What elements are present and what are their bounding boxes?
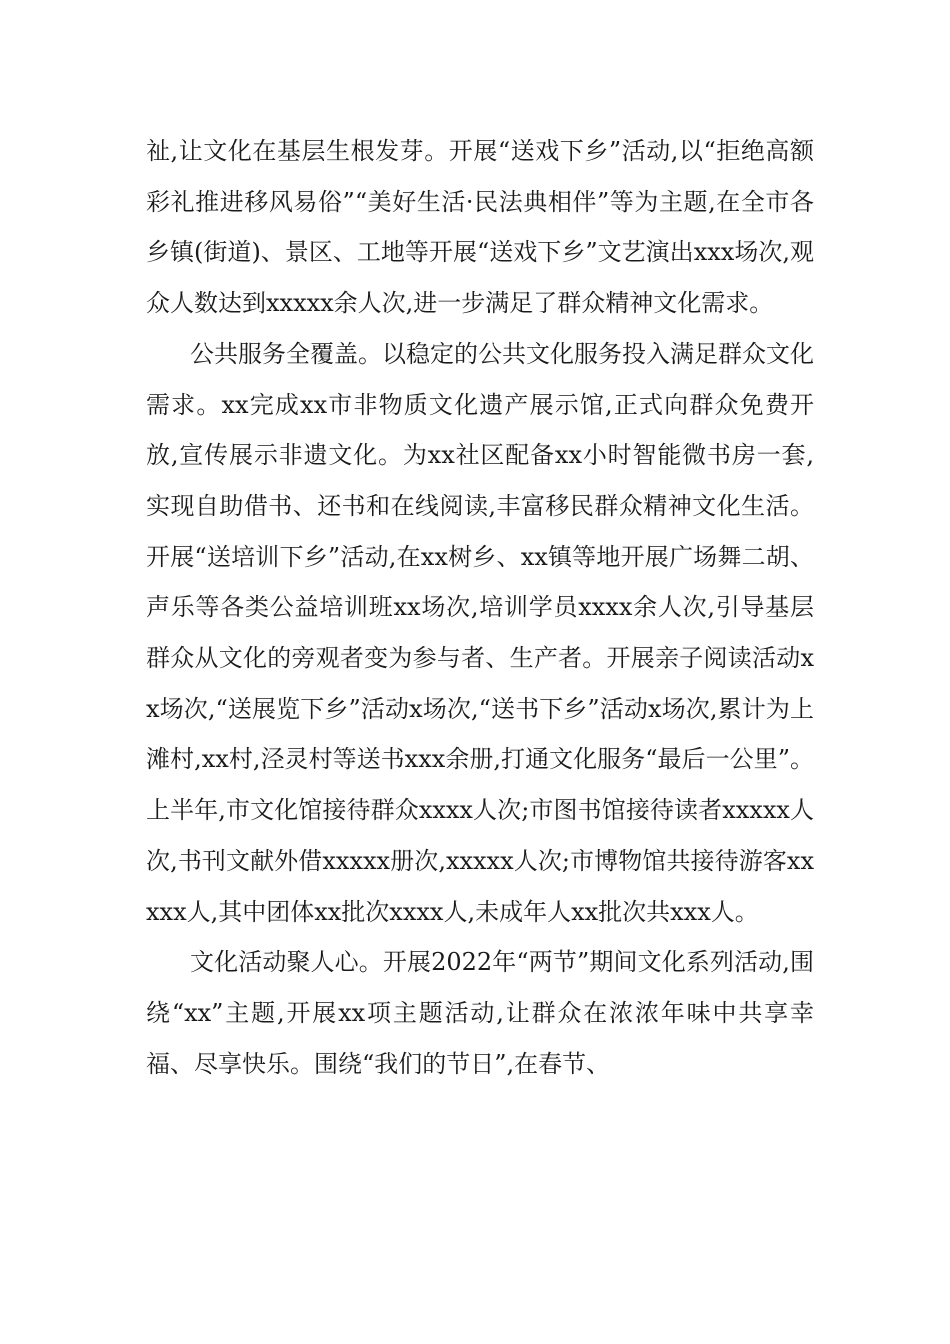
paragraph-continuation: 祉,让文化在基层生根发芽。开展“送戏下乡”活动,以“拒绝高额彩礼推进移风易俗”“美好生活·民法典相伴”等为主题,在全市各乡镇(街道)、景区、工地等开展“送戏下乡”文艺演出xxx场次,观众人数达到xxxxx余人次,进一步满足了群众精神文化需求。 xyxy=(146,137,814,318)
paragraph-public-service: 公共服务全覆盖。以稳定的公共文化服务投入满足群众文化需求。xx完成xx市非物质文化遗产展示馆,正式向群众免费开放,宣传展示非遗文化。为xx社区配备xx小时智能微书房一套,实现自助借书、还书和在线阅读,丰富移民群众精神文化生活。开展“送培训下乡”活动,在xx树乡、xx镇等地开展广场舞二胡、声乐等各类公益培训班xx场次,培训学员xxxx余人次,引导基层群众从文化的旁观者变为参与者、生产者。开展亲子阅读活动xx场次,“送展览下乡”活动x场次,“送书下乡”活动x场次,累计为上滩村,xx村,泾灵村等送书xxx余册,打通文化服务“最后一公里”。上半年,市文化馆接待群众xxxx人次;市图书馆接待读者xxxxx人次,书刊文献外借xxxxx册次,xxxxx人次;市博物馆共接待游客xxxxx人,其中团体xx批次xxxx人,未成年人xx批次共xxx人。 xyxy=(146,339,814,926)
document-body xyxy=(146,126,814,1089)
paragraph-cultural-activities: 文化活动聚人心。开展2022年“两节”期间文化系列活动,围绕“xx”主题,开展xx项主题活动,让群众在浓浓年味中共享幸福、尽享快乐。围绕“我们的节日”,在春节、 xyxy=(146,948,814,1078)
